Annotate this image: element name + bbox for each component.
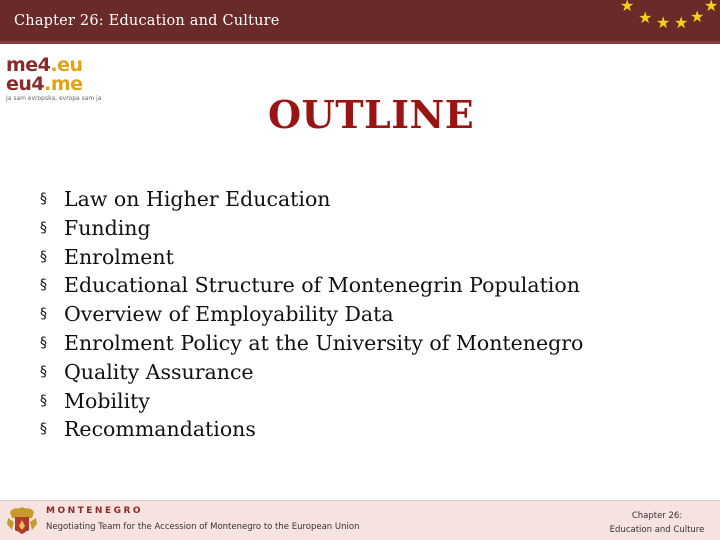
bullet-icon: § xyxy=(40,277,47,294)
bullet-icon: § xyxy=(40,421,47,438)
bullet-icon: § xyxy=(40,191,47,207)
footer-team: Negotiating Team for the Accession of Montenegro to the European Union xyxy=(46,522,360,532)
list-item-text: Educational Structure of Montenegrin Population xyxy=(64,273,580,298)
list-item-text: Enrolment xyxy=(64,244,174,269)
list-item-text: Law on Higher Education xyxy=(64,187,331,211)
logo-text: .eu xyxy=(50,54,83,76)
footer-chapter xyxy=(602,509,712,537)
slide-title: OUTLINE xyxy=(268,92,475,137)
bullet-icon: § xyxy=(40,334,47,351)
logo-text: .me xyxy=(44,73,83,95)
list-item-text: Mobility xyxy=(64,388,150,413)
list-item-text: Quality Assurance xyxy=(64,359,254,384)
coat-of-arms-icon xyxy=(4,504,40,538)
footer-country: MONTENEGRO xyxy=(46,506,144,516)
logo-tagline: Ja sam evropska, evropa sam ja xyxy=(6,95,102,102)
logo-text: eu4 xyxy=(6,73,45,95)
bullet-icon: § xyxy=(40,248,47,265)
list-item-text: Funding xyxy=(64,215,151,240)
bullet-icon: § xyxy=(40,306,47,323)
logo-text: me4 xyxy=(6,54,51,76)
bullet-icon: § xyxy=(40,219,47,236)
list-item-text: Recommandations xyxy=(64,417,256,442)
bullet-icon: § xyxy=(40,363,47,380)
eu-stars-icon: ★ ★ ★ ★ ★ ★ xyxy=(620,0,719,32)
chapter-title: Chapter 26: Education and Culture xyxy=(14,13,280,29)
list-item-text: Overview of Employability Data xyxy=(64,302,394,327)
footer-chapter-line2: Education and Culture xyxy=(609,525,705,535)
footer-chapter-line1: Chapter 26: xyxy=(631,511,683,521)
list-item-text: Enrolment Policy at the University of Montenegro xyxy=(64,330,584,355)
me4eu-logo xyxy=(6,56,102,106)
bullet-icon: § xyxy=(40,392,47,409)
